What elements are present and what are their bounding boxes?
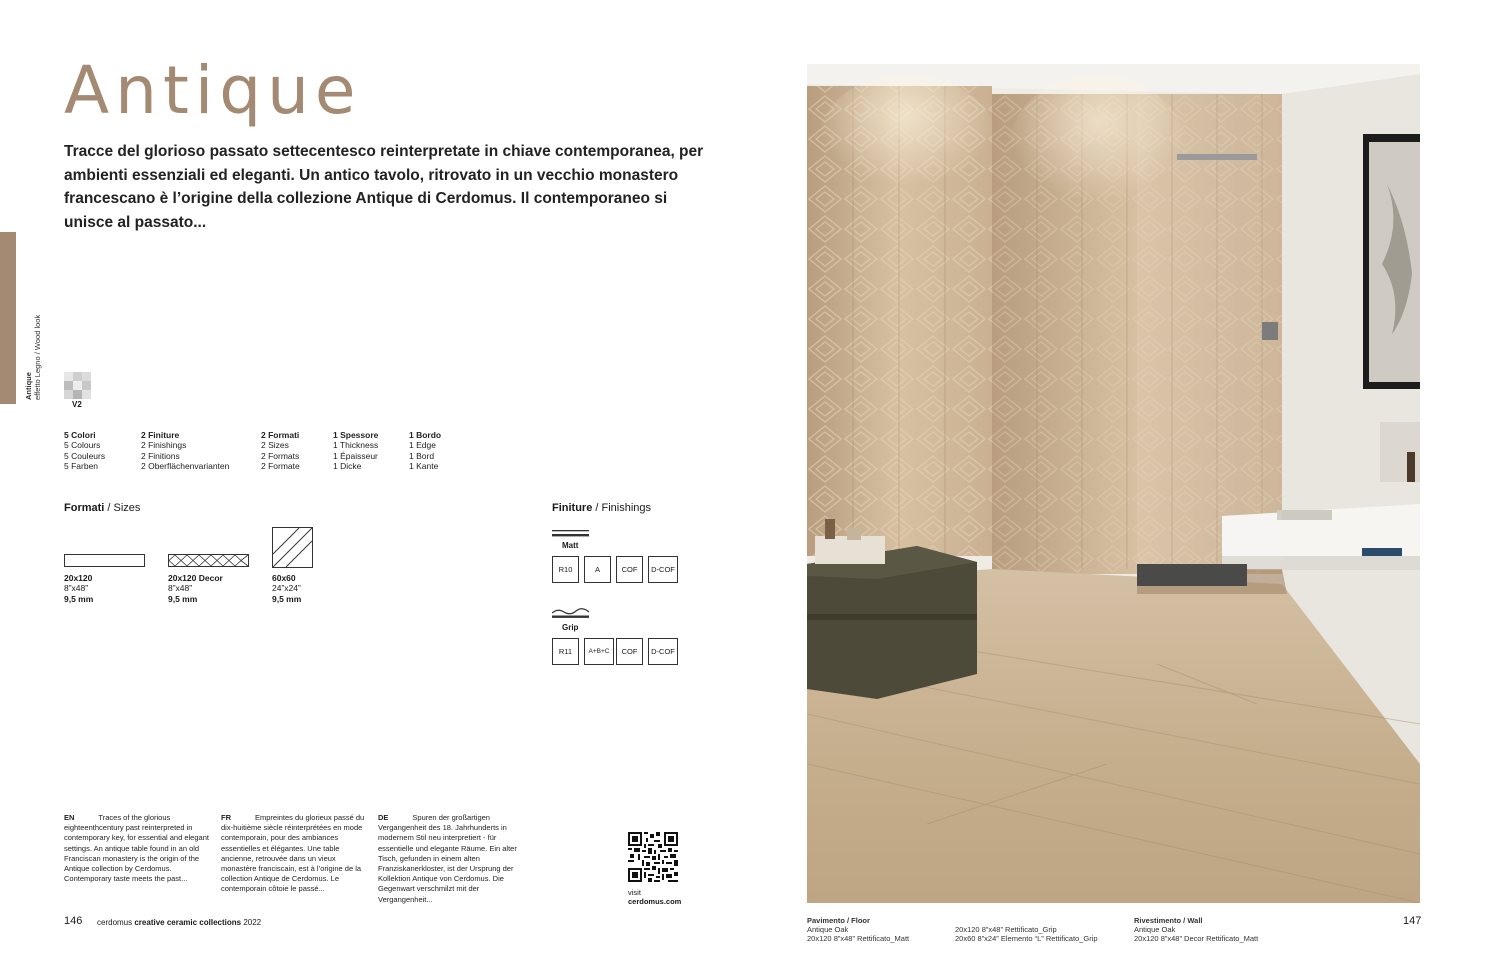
color-swatch-8 <box>73 390 82 399</box>
spec-edge: 1 Bordo 1 Edge 1 Bord 1 Kante <box>409 430 442 471</box>
spec-sizes: 2 Formati 2 Sizes 2 Formats 2 Formate <box>261 430 300 471</box>
color-swatch-3 <box>82 372 91 381</box>
color-swatch-9 <box>82 390 91 399</box>
page-number-left: 146 <box>64 915 83 927</box>
badge-a: A <box>584 556 611 583</box>
matt-surface-icon <box>552 530 590 539</box>
color-swatch-5 <box>73 381 82 390</box>
bathroom-scene-image <box>807 64 1420 903</box>
side-color-bar <box>0 232 16 404</box>
qr-caption: visit cerdomus.com <box>628 888 682 906</box>
size-icon-60x60 <box>272 527 314 569</box>
size-label-20x120-decor: 20x120 Decor 8”x48” 9,5 mm <box>168 573 223 604</box>
qr-code-icon[interactable] <box>628 832 678 882</box>
badge-dcof: D-COF <box>648 556 678 583</box>
badge-r11: R11 <box>552 638 579 665</box>
size-icon-20x120 <box>64 554 146 568</box>
color-swatch-2 <box>73 372 82 381</box>
grip-label: Grip <box>562 623 579 632</box>
spec-colors: 5 Colori 5 Colours 5 Couleurs 5 Farben <box>64 430 106 471</box>
color-swatch-1 <box>64 372 73 381</box>
page-number-right: 147 <box>1403 915 1422 927</box>
footer-brand-line: cerdomus creative ceramic collections 2022 <box>97 918 262 927</box>
matt-label: Matt <box>562 541 579 550</box>
page-title: Antique <box>64 52 362 129</box>
size-icon-20x120-decor <box>168 554 250 568</box>
badge-abc: A+B+C <box>584 638 614 665</box>
text-fr: FR Empreintes du glorieux passé du dix-huitième siècle réinterprétées en mode contemporain, pour des ambiances essentielles et élégantes. Une table ancienne, retrouvée dans un vieux monastère franciscain, est à l’origine de la collection Antique de Cerdomus. Le contemporain côtoie le passé... <box>221 813 365 894</box>
color-swatch-7 <box>64 390 73 399</box>
formati-heading: Formati / Sizes <box>64 502 141 514</box>
badge-cof-grip: COF <box>616 638 643 665</box>
color-swatch-grid <box>64 372 91 399</box>
size-label-20x120: 20x120 8”x48” 9,5 mm <box>64 573 94 604</box>
badge-cof: COF <box>616 556 643 583</box>
spec-finishings: 2 Finiture 2 Finishings 2 Finitions 2 Oberflächenvarianten <box>141 430 230 471</box>
grip-surface-icon <box>552 608 590 620</box>
finiture-heading: Finiture / Finishings <box>552 502 652 514</box>
caption-floor: Pavimento / Floor Antique Oak 20x120 8”x48” Rettificato_Matt <box>807 916 910 943</box>
text-en: EN Traces of the glorious eighteenthcentury past reinterpreted in contemporary key, for essential and elegant settings. An antique table found in an old Franciscan monastery is the origin of the Antique collection by Cerdomus. Contemporary taste meets the past... <box>64 813 209 884</box>
badge-r10: R10 <box>552 556 579 583</box>
side-label <box>24 315 42 400</box>
caption-floor-2: 20x120 8”x48” Rettificato_Grip 20x60 8”x24” Elemento “L” Rettificato_Grip <box>955 925 1098 943</box>
color-swatch-6 <box>82 381 91 390</box>
intro-text: Tracce del glorioso passato settecentesco reinterpretate in chiave contemporanea, per ambienti essenziali ed eleganti. Un antico tavolo, ritrovato in un vecchio monastero francescano è l’origine della collezione Antique di Cerdomus. Il contemporaneo si unisce al passato... <box>64 143 704 231</box>
website-link[interactable]: cerdomus.com <box>628 897 682 906</box>
badge-dcof-grip: D-COF <box>648 638 678 665</box>
caption-wall: Rivestimento / Wall Antique Oak 20x120 8”x48” Decor Rettificato_Matt <box>1134 916 1259 943</box>
color-swatch-4 <box>64 381 73 390</box>
interior-photo <box>807 64 1420 903</box>
spec-thickness: 1 Spessore 1 Thickness 1 Épaisseur 1 Dicke <box>333 430 379 471</box>
text-de: DE Spuren der großartigen Vergangenheit des 18. Jahrhunderts in modernem Stil neu interpretiert - für essentielle und elegante Räume. Ein alter Tisch, gefunden in einem alten Franziskanerkloster, ist der Ursprung der Kollektion Antique von Cerdomus. Die Gegenwart verschmilzt mit der Vergangenheit... <box>378 813 517 904</box>
side-collection: Antique <box>24 372 33 400</box>
side-look: effetto Legno / Wood look <box>33 314 42 400</box>
swatch-label: V2 <box>72 400 82 409</box>
size-label-60x60: 60x60 24”x24” 9,5 mm <box>272 573 302 604</box>
